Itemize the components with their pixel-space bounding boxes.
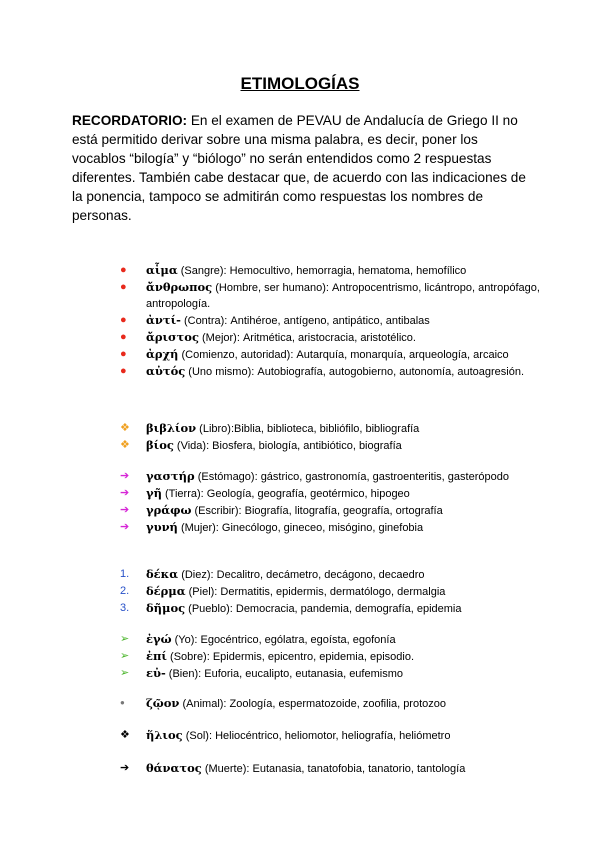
definition: (Comienzo, autoridad): Autarquía, monarquía, arqueología, arcaico — [178, 349, 509, 361]
arrow-bullet-icon: ➔ — [120, 470, 130, 482]
greek-term: ἄριστος — [146, 330, 199, 344]
list-item — [120, 437, 560, 454]
reminder-paragraph — [72, 111, 532, 225]
arrowhead-bullet-icon: ➢ — [120, 650, 130, 662]
greek-term: βιβλίον — [146, 421, 197, 435]
greek-term: ἐπί — [146, 649, 167, 663]
list-item — [120, 648, 560, 665]
arrowhead-bullet-icon: ➢ — [120, 633, 130, 645]
list-item — [120, 631, 560, 648]
bullet-dot-icon: ● — [120, 698, 125, 707]
bullet-dot-icon: ● — [120, 264, 127, 276]
list-item — [120, 420, 560, 437]
definition: (Estómago): gástrico, gastronomía, gastroenteritis, gasterópodo — [194, 471, 509, 483]
bullet-dot-icon: ● — [120, 281, 127, 293]
list-item — [120, 665, 560, 682]
definition: (Escribir): Biografía, litografía, geografía, ortografía — [191, 505, 443, 517]
list-item — [120, 262, 560, 279]
arrow-bullet-icon: ➔ — [120, 521, 130, 533]
list-number: 1. — [120, 568, 130, 580]
definition: (Tierra): Geología, geografía, geotérmico, hipogeo — [161, 488, 410, 500]
greek-term: δῆμος — [146, 601, 186, 615]
list-item — [120, 363, 560, 380]
list-number: 3. — [120, 602, 130, 614]
greek-term: γυνή — [146, 520, 178, 534]
list-item — [120, 346, 560, 363]
greek-term: εὐ- — [146, 666, 166, 680]
definition: (Libro):Biblia, biblioteca, bibliófilo, bibliografía — [196, 423, 420, 435]
list-item — [120, 760, 560, 777]
definition: (Sobre): Epidermis, epicentro, epidemia, episodio. — [166, 651, 414, 663]
greek-term: ἀρχή — [146, 347, 179, 361]
page-title: ETIMOLOGÍAS — [240, 74, 360, 93]
definition: (Hombre, ser humano): Antropocentrismo, licántropo, antropófago, antropología. — [146, 282, 540, 310]
greek-term: γράφω — [146, 503, 192, 517]
etymology-group-theta — [120, 760, 560, 777]
definition: (Contra): Antihéroe, antígeno, antipático, antibalas — [180, 315, 430, 327]
list-item — [120, 485, 560, 502]
list-item — [120, 600, 560, 617]
definition: (Sol): Heliocéntrico, heliomotor, heliografía, heliómetro — [182, 730, 451, 742]
definition: (Yo): Egocéntrico, ególatra, egoísta, egofonía — [171, 634, 396, 646]
arrow-bullet-icon: ➔ — [120, 504, 130, 516]
greek-term: αὐτός — [146, 364, 186, 378]
greek-term: δέκα — [146, 567, 179, 581]
bullet-dot-icon: ● — [120, 348, 127, 360]
greek-term: ἀντί- — [146, 313, 181, 327]
reminder-label: RECORDATORIO: — [72, 113, 188, 128]
reminder-text: En el examen de PEVAU de Andalucía de Griego II no está permitido derivar sobre una misma palabra, es decir, poner los vocablos “bilogía” y “biólogo” no serán entendidos como 2 respuestas diferentes. También cabe destacar que, de acuerdo con las indicaciones de la ponencia, tampoco se admitirán como respuestas los nombres de personas. — [72, 113, 526, 223]
greek-term: ἥλιος — [146, 728, 183, 742]
diamond-bullet-icon: ❖ — [120, 439, 130, 451]
list-item — [120, 727, 560, 744]
diamond-bullet-icon: ❖ — [120, 729, 130, 741]
greek-term: ἐγώ — [146, 632, 172, 646]
list-item — [120, 329, 560, 346]
etymology-group-epsilon — [120, 631, 560, 682]
list-item — [120, 279, 560, 312]
diamond-bullet-icon: ❖ — [120, 422, 130, 434]
arrowhead-bullet-icon: ➢ — [120, 667, 130, 679]
arrow-bullet-icon: ➔ — [120, 487, 130, 499]
definition: (Vida): Biosfera, biología, antibiótico, biografía — [173, 440, 402, 452]
list-item — [120, 312, 560, 329]
list-item — [120, 695, 560, 712]
definition: (Uno mismo): Autobiografía, autogobierno, autonomía, autoagresión. — [185, 366, 525, 378]
list-item — [120, 502, 560, 519]
definition: (Bien): Euforia, eucalipto, eutanasia, eufemismo — [165, 668, 403, 680]
etymology-group-alpha — [120, 262, 560, 380]
definition: (Mujer): Ginecólogo, gineceo, misógino, ginefobia — [177, 522, 424, 534]
greek-term: ζῷον — [146, 696, 180, 710]
greek-term: ἄνθρωπος — [146, 280, 213, 294]
greek-term: αἷμα — [146, 263, 178, 277]
greek-term: δέρμα — [146, 584, 186, 598]
bullet-dot-icon: ● — [120, 331, 127, 343]
greek-term: γῆ — [146, 486, 162, 500]
arrow-bullet-icon: ➔ — [120, 762, 130, 774]
etymology-group-delta — [120, 566, 560, 617]
greek-term: θάνατος — [146, 761, 202, 775]
greek-term: γαστήρ — [146, 469, 195, 483]
definition: (Muerte): Eutanasia, tanatofobia, tanatorio, tantología — [201, 763, 466, 775]
etymology-group-zeta — [120, 695, 560, 712]
greek-term: βίος — [146, 438, 174, 452]
bullet-dot-icon: ● — [120, 314, 127, 326]
definition: (Sangre): Hemocultivo, hemorragia, hematoma, hemofílico — [177, 265, 467, 277]
definition: (Diez): Decalitro, decámetro, decágono, decaedro — [178, 569, 425, 581]
definition: (Pueblo): Democracia, pandemia, demografía, epidemia — [185, 603, 462, 615]
list-number: 2. — [120, 585, 130, 597]
list-item — [120, 566, 560, 583]
definition: (Mejor): Aritmética, aristocracia, aristotélico. — [198, 332, 416, 344]
bullet-dot-icon: ● — [120, 365, 127, 377]
definition: (Piel): Dermatitis, epidermis, dermatólogo, dermalgia — [185, 586, 446, 598]
list-item — [120, 519, 560, 536]
list-item — [120, 583, 560, 600]
etymology-group-eta — [120, 727, 560, 744]
etymology-group-gamma — [120, 468, 560, 536]
etymology-group-beta — [120, 420, 560, 454]
list-item — [120, 468, 560, 485]
definition: (Animal): Zoología, espermatozoide, zoofilia, protozoo — [179, 698, 446, 710]
